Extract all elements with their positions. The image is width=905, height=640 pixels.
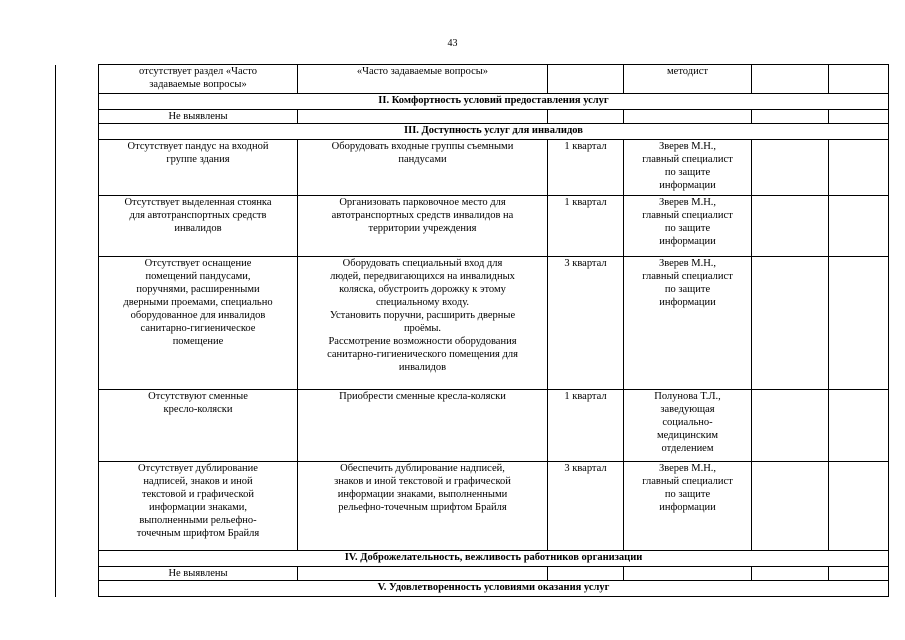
responsible-cell: Зверев М.Н., главный специалист по защите информации — [624, 257, 752, 390]
empty-cell — [548, 567, 624, 581]
empty-cell — [829, 257, 889, 390]
table-row — [56, 110, 889, 124]
measure-cell: Оборудовать входные группы съемными пандусами — [298, 140, 548, 196]
empty-cell — [624, 110, 752, 124]
problem-cell: Отсутствуют сменные кресло-коляски — [99, 390, 298, 462]
empty-cell — [752, 390, 829, 462]
section-heading-goodwill: IV. Доброжелательность, вежливость работников организации — [99, 551, 889, 567]
not-found-cell: Не выявлены — [99, 567, 298, 581]
responsible-cell: методист — [624, 65, 752, 94]
empty-cell — [829, 110, 889, 124]
term-cell: 1 квартал — [548, 390, 624, 462]
empty-cell — [829, 462, 889, 551]
empty-cell — [752, 462, 829, 551]
problem-cell: Отсутствует оснащение помещений пандусами, поручнями, расширенными дверными проемами, специально оборудованное для инвалидов санитарно-гигиеническое помещение — [99, 257, 298, 390]
measure-cell: «Часто задаваемые вопросы» — [298, 65, 548, 94]
section-row — [56, 551, 889, 567]
empty-cell — [298, 567, 548, 581]
term-cell: 3 квартал — [548, 257, 624, 390]
empty-cell — [829, 567, 889, 581]
section-heading-accessibility: III. Доступность услуг для инвалидов — [99, 124, 889, 140]
table-row — [56, 390, 889, 462]
problem-cell: Отсутствует пандус на входной группе здания — [99, 140, 298, 196]
table-row — [56, 567, 889, 581]
empty-cell — [752, 65, 829, 94]
term-cell: 1 квартал — [548, 140, 624, 196]
empty-cell — [752, 257, 829, 390]
empty-cell — [829, 140, 889, 196]
number-column — [56, 65, 99, 597]
empty-cell — [752, 110, 829, 124]
page-number: 43 — [447, 38, 458, 49]
empty-cell — [624, 567, 752, 581]
empty-cell — [752, 140, 829, 196]
section-row — [56, 124, 889, 140]
empty-cell — [752, 196, 829, 257]
empty-cell — [548, 110, 624, 124]
empty-cell — [298, 110, 548, 124]
measure-cell: Приобрести сменные кресла-коляски — [298, 390, 548, 462]
section-row — [56, 94, 889, 110]
measure-cell: Оборудовать специальный вход для людей, передвигающихся на инвалидных коляска, обустроить дорожку к этому специальному входу. Установить поручни, расширить дверные проёмы. Рассмотрение возможности оборудования санитарно-гигиенического помещения для инвалидов — [298, 257, 548, 390]
table-row — [56, 65, 889, 94]
responsible-cell: Полунова Т.Л., заведующая социально- медицинским отделением — [624, 390, 752, 462]
table-row — [56, 462, 889, 551]
term-cell — [548, 65, 624, 94]
not-found-cell: Не выявлены — [99, 110, 298, 124]
measure-cell: Обеспечить дублирование надписей, знаков и иной текстовой и графической информации знаками, выполненными рельефно-точечным шрифтом Брайля — [298, 462, 548, 551]
responsible-cell: Зверев М.Н., главный специалист по защите информации — [624, 462, 752, 551]
improvement-plan-table — [55, 64, 889, 597]
problem-cell: Отсутствует дублирование надписей, знаков и иной текстовой и графической информации знаками, выполненными рельефно- точечным шрифтом Брайля — [99, 462, 298, 551]
measure-cell: Организовать парковочное место для автотранспортных средств инвалидов на территории учреждения — [298, 196, 548, 257]
section-row — [56, 581, 889, 597]
section-heading-satisfaction: V. Удовлетворенность условиями оказания услуг — [99, 581, 889, 597]
problem-cell: отсутствует раздел «Часто задаваемые вопросы» — [99, 65, 298, 94]
table-row — [56, 196, 889, 257]
empty-cell — [829, 196, 889, 257]
responsible-cell: Зверев М.Н., главный специалист по защите информации — [624, 196, 752, 257]
empty-cell — [829, 65, 889, 94]
section-heading-comfort: II. Комфортность условий предоставления услуг — [99, 94, 889, 110]
empty-cell — [752, 567, 829, 581]
term-cell: 3 квартал — [548, 462, 624, 551]
responsible-cell: Зверев М.Н., главный специалист по защите информации — [624, 140, 752, 196]
term-cell: 1 квартал — [548, 196, 624, 257]
table-row — [56, 257, 889, 390]
empty-cell — [829, 390, 889, 462]
problem-cell: Отсутствует выделенная стоянка для автотранспортных средств инвалидов — [99, 196, 298, 257]
table-row — [56, 140, 889, 196]
